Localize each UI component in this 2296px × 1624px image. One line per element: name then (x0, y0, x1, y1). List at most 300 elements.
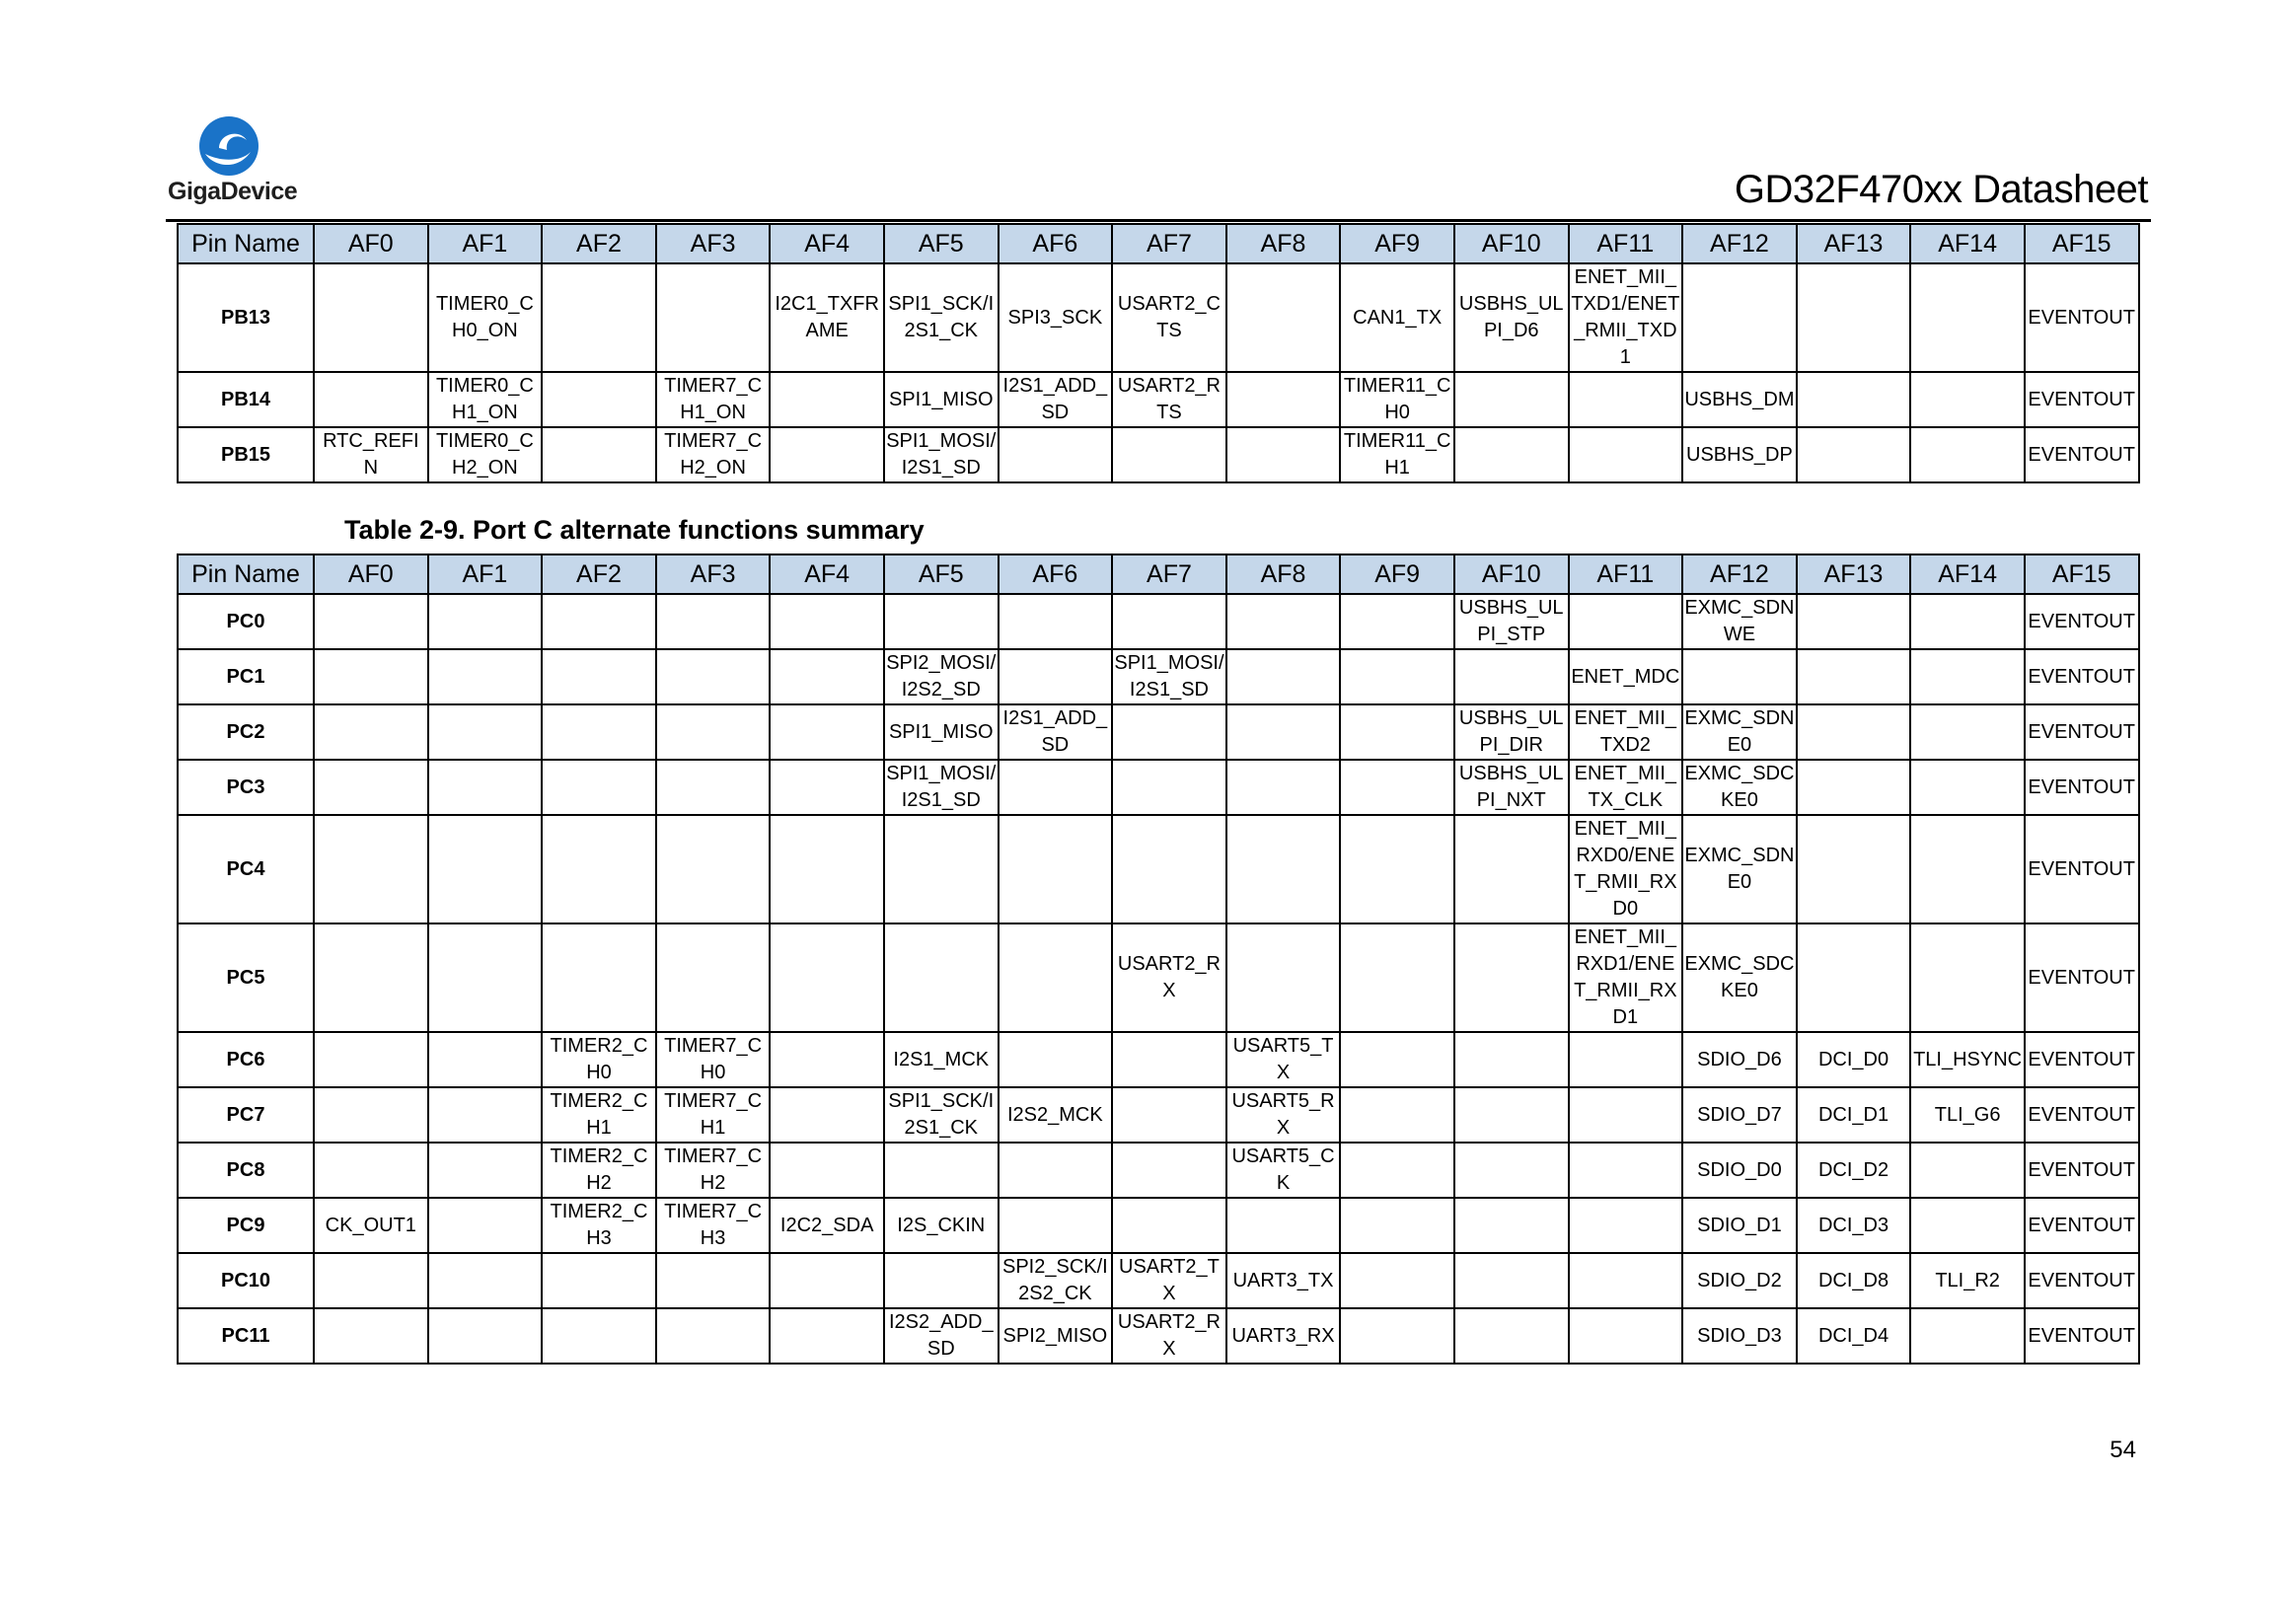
af-cell (542, 923, 656, 1032)
pin-name-cell: PC8 (178, 1143, 314, 1198)
af-cell: TLI_G6 (1910, 1087, 2025, 1143)
af-cell (1454, 815, 1569, 923)
pin-name-cell: PC4 (178, 815, 314, 923)
af-cell (770, 1032, 884, 1087)
column-header: AF10 (1454, 554, 1569, 594)
column-header: AF0 (314, 554, 428, 594)
af-cell: DCI_D1 (1797, 1087, 1911, 1143)
table-row (178, 1198, 2139, 1253)
af-cell (314, 1032, 428, 1087)
af-cell: EVENTOUT (2025, 1032, 2139, 1087)
column-header: AF2 (542, 224, 656, 263)
af-cell (1340, 594, 1454, 649)
af-cell (884, 923, 999, 1032)
column-header: AF9 (1340, 224, 1454, 263)
af-cell: TIMER11_CH0 (1340, 372, 1454, 427)
af-cell (770, 372, 884, 427)
column-header: AF0 (314, 224, 428, 263)
table-row (178, 1143, 2139, 1198)
af-cell: USBHS_DM (1682, 372, 1797, 427)
document-title: GD32F470xx Datasheet (1734, 168, 2148, 211)
table-row (178, 1087, 2139, 1143)
column-header: AF8 (1226, 554, 1341, 594)
column-header: AF6 (999, 224, 1113, 263)
af-cell (999, 594, 1113, 649)
af-cell: SPI1_SCK/I2S1_CK (884, 263, 999, 372)
af-cell: ENET_MII_RXD1/ENET_RMII_RXD1 (1569, 923, 1683, 1032)
af-cell: TIMER0_CH0_ON (428, 263, 543, 372)
af-cell: EVENTOUT (2025, 760, 2139, 815)
af-cell (428, 1087, 543, 1143)
af-cell (1910, 594, 2025, 649)
column-header: AF4 (770, 554, 884, 594)
af-cell (428, 594, 543, 649)
af-cell (999, 760, 1113, 815)
pin-name-cell: PC9 (178, 1198, 314, 1253)
af-cell (999, 923, 1113, 1032)
af-cell (1112, 760, 1226, 815)
af-cell (1226, 649, 1341, 704)
af-cell (542, 649, 656, 704)
column-header: AF13 (1797, 554, 1911, 594)
af-cell (884, 594, 999, 649)
column-header: AF12 (1682, 554, 1797, 594)
af-cell: SPI1_MOSI/I2S1_SD (884, 760, 999, 815)
table-caption: Table 2-9. Port C alternate functions summary (344, 515, 925, 545)
af-cell (770, 649, 884, 704)
column-header: AF1 (428, 554, 543, 594)
af-cell (314, 1308, 428, 1364)
af-cell (428, 1143, 543, 1198)
af-cell: TLI_HSYNC (1910, 1032, 2025, 1087)
af-cell (656, 263, 771, 372)
column-header: AF13 (1797, 224, 1911, 263)
af-cell: I2S2_ADD_SD (884, 1308, 999, 1364)
pin-name-cell: PB13 (178, 263, 314, 372)
af-cell: I2S2_MCK (999, 1087, 1113, 1143)
af-cell (884, 815, 999, 923)
af-cell: USART5_CK (1226, 1143, 1341, 1198)
af-cell (770, 704, 884, 760)
af-cell: USBHS_ULPI_DIR (1454, 704, 1569, 760)
af-cell (314, 372, 428, 427)
table-row (178, 815, 2139, 923)
af-cell (1454, 923, 1569, 1032)
af-cell: TLI_R2 (1910, 1253, 2025, 1308)
af-cell (1797, 815, 1911, 923)
pin-name-cell: PC0 (178, 594, 314, 649)
af-cell: USBHS_ULPI_NXT (1454, 760, 1569, 815)
af-cell (1454, 1198, 1569, 1253)
af-cell (542, 594, 656, 649)
af-cell: EVENTOUT (2025, 263, 2139, 372)
af-cell: TIMER2_CH2 (542, 1143, 656, 1198)
af-cell: ENET_MII_TX_CLK (1569, 760, 1683, 815)
pin-name-cell: PC2 (178, 704, 314, 760)
af-cell (314, 594, 428, 649)
af-cell (1226, 427, 1341, 482)
table-row (178, 704, 2139, 760)
af-cell: EXMC_SDCKE0 (1682, 760, 1797, 815)
af-cell (1910, 760, 2025, 815)
af-cell: CK_OUT1 (314, 1198, 428, 1253)
af-cell (428, 1253, 543, 1308)
column-header: AF8 (1226, 224, 1341, 263)
af-cell (1569, 1087, 1683, 1143)
column-header: AF2 (542, 554, 656, 594)
af-cell (1226, 923, 1341, 1032)
af-cell (1340, 760, 1454, 815)
af-cell (656, 649, 771, 704)
af-cell (1910, 1143, 2025, 1198)
af-cell: DCI_D2 (1797, 1143, 1911, 1198)
af-cell: DCI_D8 (1797, 1253, 1911, 1308)
header-row (178, 224, 2139, 263)
af-cell (770, 1308, 884, 1364)
af-cell (770, 427, 884, 482)
af-cell (314, 923, 428, 1032)
af-cell (1910, 1308, 2025, 1364)
af-cell (1797, 427, 1911, 482)
af-cell (1454, 1087, 1569, 1143)
pin-name-cell: PC10 (178, 1253, 314, 1308)
af-cell (999, 1032, 1113, 1087)
af-cell (1340, 1032, 1454, 1087)
af-cell (1569, 1308, 1683, 1364)
af-cell: USART5_TX (1226, 1032, 1341, 1087)
af-cell: EXMC_SDNE0 (1682, 815, 1797, 923)
af-cell (1340, 1198, 1454, 1253)
af-cell (1112, 594, 1226, 649)
af-cell: TIMER7_CH2_ON (656, 427, 771, 482)
af-cell: USBHS_ULPI_STP (1454, 594, 1569, 649)
af-cell (656, 594, 771, 649)
af-cell: TIMER7_CH2 (656, 1143, 771, 1198)
pin-name-cell: PB15 (178, 427, 314, 482)
af-cell (428, 760, 543, 815)
column-header: AF1 (428, 224, 543, 263)
af-cell (428, 1198, 543, 1253)
af-cell: TIMER7_CH3 (656, 1198, 771, 1253)
af-cell (1340, 704, 1454, 760)
af-cell (999, 1143, 1113, 1198)
af-cell (1340, 1308, 1454, 1364)
af-cell: TIMER2_CH1 (542, 1087, 656, 1143)
af-cell (656, 760, 771, 815)
af-cell: SPI3_SCK (999, 263, 1113, 372)
af-cell: SPI1_MISO (884, 372, 999, 427)
af-cell: EVENTOUT (2025, 1143, 2139, 1198)
af-cell (656, 1253, 771, 1308)
af-cell: EXMC_SDCKE0 (1682, 923, 1797, 1032)
af-cell (1797, 649, 1911, 704)
table-row (178, 1032, 2139, 1087)
af-cell (1569, 372, 1683, 427)
port-b-af-table (177, 223, 2140, 483)
pin-name-cell: PB14 (178, 372, 314, 427)
af-cell: USART2_RX (1112, 923, 1226, 1032)
af-cell (314, 760, 428, 815)
af-cell (1569, 1143, 1683, 1198)
column-header: AF9 (1340, 554, 1454, 594)
column-header: AF3 (656, 554, 771, 594)
af-cell (542, 1308, 656, 1364)
af-cell: DCI_D0 (1797, 1032, 1911, 1087)
af-cell: USART5_RX (1226, 1087, 1341, 1143)
af-cell: USART2_CTS (1112, 263, 1226, 372)
af-cell (1910, 372, 2025, 427)
table-row (178, 1308, 2139, 1364)
column-header: AF7 (1112, 554, 1226, 594)
logo-text: GigaDevice (168, 178, 298, 205)
pin-name-cell: PC11 (178, 1308, 314, 1364)
af-cell (542, 427, 656, 482)
af-cell: EVENTOUT (2025, 1087, 2139, 1143)
af-cell: EXMC_SDNWE (1682, 594, 1797, 649)
af-cell (542, 760, 656, 815)
af-cell (1682, 649, 1797, 704)
af-cell (1112, 1143, 1226, 1198)
af-cell (656, 815, 771, 923)
af-cell: USART2_RTS (1112, 372, 1226, 427)
column-header: AF14 (1910, 224, 2025, 263)
af-cell (428, 649, 543, 704)
af-cell (770, 1253, 884, 1308)
af-cell (542, 704, 656, 760)
column-header: AF5 (884, 224, 999, 263)
af-cell: USART2_TX (1112, 1253, 1226, 1308)
pin-name-cell: PC7 (178, 1087, 314, 1143)
table-row (178, 372, 2139, 427)
af-cell (656, 923, 771, 1032)
gigadevice-logo-icon (197, 114, 260, 178)
af-cell: SPI1_MOSI/I2S1_SD (1112, 649, 1226, 704)
af-cell: EVENTOUT (2025, 704, 2139, 760)
column-header: AF4 (770, 224, 884, 263)
af-cell (1797, 372, 1911, 427)
table-row (178, 594, 2139, 649)
af-cell (1910, 704, 2025, 760)
column-header: AF6 (999, 554, 1113, 594)
af-cell: SPI2_MISO (999, 1308, 1113, 1364)
af-cell (1569, 427, 1683, 482)
header-divider (166, 219, 2151, 222)
af-cell (1340, 1143, 1454, 1198)
af-cell: I2S1_ADD_SD (999, 372, 1113, 427)
af-cell (542, 372, 656, 427)
af-cell (428, 704, 543, 760)
af-cell: TIMER2_CH0 (542, 1032, 656, 1087)
af-cell: DCI_D3 (1797, 1198, 1911, 1253)
af-cell (1910, 923, 2025, 1032)
af-cell (1454, 1308, 1569, 1364)
af-cell (770, 1087, 884, 1143)
column-header: Pin Name (178, 224, 314, 263)
af-cell: DCI_D4 (1797, 1308, 1911, 1364)
af-cell (428, 815, 543, 923)
af-cell (1226, 372, 1341, 427)
af-cell: I2C2_SDA (770, 1198, 884, 1253)
pin-name-cell: PC1 (178, 649, 314, 704)
af-cell: TIMER7_CH1_ON (656, 372, 771, 427)
af-cell (1682, 263, 1797, 372)
af-cell (656, 1308, 771, 1364)
af-cell (1112, 1032, 1226, 1087)
af-cell: SPI2_MOSI/I2S2_SD (884, 649, 999, 704)
af-cell (1112, 1087, 1226, 1143)
column-header: Pin Name (178, 554, 314, 594)
table-row (178, 760, 2139, 815)
af-cell: I2S_CKIN (884, 1198, 999, 1253)
af-cell (428, 1308, 543, 1364)
af-cell: EVENTOUT (2025, 923, 2139, 1032)
af-cell: TIMER0_CH2_ON (428, 427, 543, 482)
af-cell (1797, 594, 1911, 649)
table-row (178, 427, 2139, 482)
af-cell (770, 1143, 884, 1198)
af-cell: TIMER7_CH1 (656, 1087, 771, 1143)
af-cell (428, 1032, 543, 1087)
af-cell: UART3_RX (1226, 1308, 1341, 1364)
column-header: AF14 (1910, 554, 2025, 594)
af-cell (1454, 1253, 1569, 1308)
af-cell (1226, 815, 1341, 923)
af-cell: EXMC_SDNE0 (1682, 704, 1797, 760)
column-header: AF11 (1569, 224, 1683, 263)
af-cell: TIMER0_CH1_ON (428, 372, 543, 427)
af-cell: I2S1_MCK (884, 1032, 999, 1087)
af-cell: EVENTOUT (2025, 594, 2139, 649)
af-cell (770, 594, 884, 649)
af-cell (770, 923, 884, 1032)
af-cell (542, 263, 656, 372)
af-cell: SPI1_SCK/I2S1_CK (884, 1087, 999, 1143)
af-cell (1226, 760, 1341, 815)
af-cell (1797, 704, 1911, 760)
af-cell (1226, 263, 1341, 372)
af-cell (999, 427, 1113, 482)
af-cell: EVENTOUT (2025, 1308, 2139, 1364)
af-cell: SDIO_D1 (1682, 1198, 1797, 1253)
af-cell (314, 1143, 428, 1198)
af-cell (1569, 594, 1683, 649)
af-cell (1797, 923, 1911, 1032)
af-cell (1340, 1087, 1454, 1143)
af-cell (314, 263, 428, 372)
af-cell: USART2_RX (1112, 1308, 1226, 1364)
af-cell (1340, 649, 1454, 704)
af-cell (1454, 372, 1569, 427)
af-cell: ENET_MII_RXD0/ENET_RMII_RXD0 (1569, 815, 1683, 923)
af-cell (770, 815, 884, 923)
af-cell (1569, 1032, 1683, 1087)
af-cell: SDIO_D2 (1682, 1253, 1797, 1308)
af-cell: SPI2_SCK/I2S2_CK (999, 1253, 1113, 1308)
af-cell: SPI1_MOSI/I2S1_SD (884, 427, 999, 482)
column-header: AF15 (2025, 554, 2139, 594)
af-cell (1226, 1198, 1341, 1253)
af-cell: TIMER11_CH1 (1340, 427, 1454, 482)
af-cell (656, 704, 771, 760)
af-cell (999, 815, 1113, 923)
af-cell: I2S1_ADD_SD (999, 704, 1113, 760)
af-cell (1797, 263, 1911, 372)
af-cell (314, 649, 428, 704)
af-cell (1112, 704, 1226, 760)
column-header: AF12 (1682, 224, 1797, 263)
page-number: 54 (2110, 1437, 2136, 1463)
af-cell (999, 649, 1113, 704)
af-cell: ENET_MDC (1569, 649, 1683, 704)
af-cell (884, 1253, 999, 1308)
af-cell (770, 760, 884, 815)
pin-name-cell: PC3 (178, 760, 314, 815)
af-cell: CAN1_TX (1340, 263, 1454, 372)
af-cell (314, 1087, 428, 1143)
column-header: AF15 (2025, 224, 2139, 263)
af-cell: SDIO_D6 (1682, 1032, 1797, 1087)
af-cell (1340, 815, 1454, 923)
af-cell (1910, 263, 2025, 372)
table-row (178, 923, 2139, 1032)
table-row (178, 1253, 2139, 1308)
af-cell (1112, 1198, 1226, 1253)
af-cell: SPI1_MISO (884, 704, 999, 760)
column-header: AF10 (1454, 224, 1569, 263)
af-cell (1569, 1253, 1683, 1308)
pin-name-cell: PC5 (178, 923, 314, 1032)
af-cell (542, 815, 656, 923)
af-cell: TIMER2_CH3 (542, 1198, 656, 1253)
af-cell: UART3_TX (1226, 1253, 1341, 1308)
af-cell (542, 1253, 656, 1308)
af-cell (1454, 427, 1569, 482)
company-logo (168, 114, 296, 213)
af-cell: SDIO_D3 (1682, 1308, 1797, 1364)
af-cell (1569, 1198, 1683, 1253)
af-cell: EVENTOUT (2025, 1198, 2139, 1253)
af-cell (1226, 594, 1341, 649)
af-cell: ENET_MII_TXD1/ENET_RMII_TXD1 (1569, 263, 1683, 372)
af-cell: USBHS_ULPI_D6 (1454, 263, 1569, 372)
af-cell: EVENTOUT (2025, 1253, 2139, 1308)
af-cell (1910, 649, 2025, 704)
af-cell (1112, 427, 1226, 482)
af-cell (1112, 815, 1226, 923)
port-c-af-table (177, 554, 2140, 1365)
af-cell (314, 704, 428, 760)
table-row (178, 649, 2139, 704)
af-cell (1910, 427, 2025, 482)
af-cell: I2C1_TXFRAME (770, 263, 884, 372)
af-cell (428, 923, 543, 1032)
table-row (178, 263, 2139, 372)
pin-name-cell: PC6 (178, 1032, 314, 1087)
column-header: AF7 (1112, 224, 1226, 263)
af-cell: EVENTOUT (2025, 372, 2139, 427)
af-cell: TIMER7_CH0 (656, 1032, 771, 1087)
column-header: AF5 (884, 554, 999, 594)
af-cell: SDIO_D7 (1682, 1087, 1797, 1143)
af-cell: EVENTOUT (2025, 427, 2139, 482)
af-cell (1910, 1198, 2025, 1253)
af-cell (1454, 1143, 1569, 1198)
af-cell: ENET_MII_TXD2 (1569, 704, 1683, 760)
af-cell: RTC_REFIN (314, 427, 428, 482)
af-cell (999, 1198, 1113, 1253)
af-cell (314, 1253, 428, 1308)
af-cell: EVENTOUT (2025, 649, 2139, 704)
